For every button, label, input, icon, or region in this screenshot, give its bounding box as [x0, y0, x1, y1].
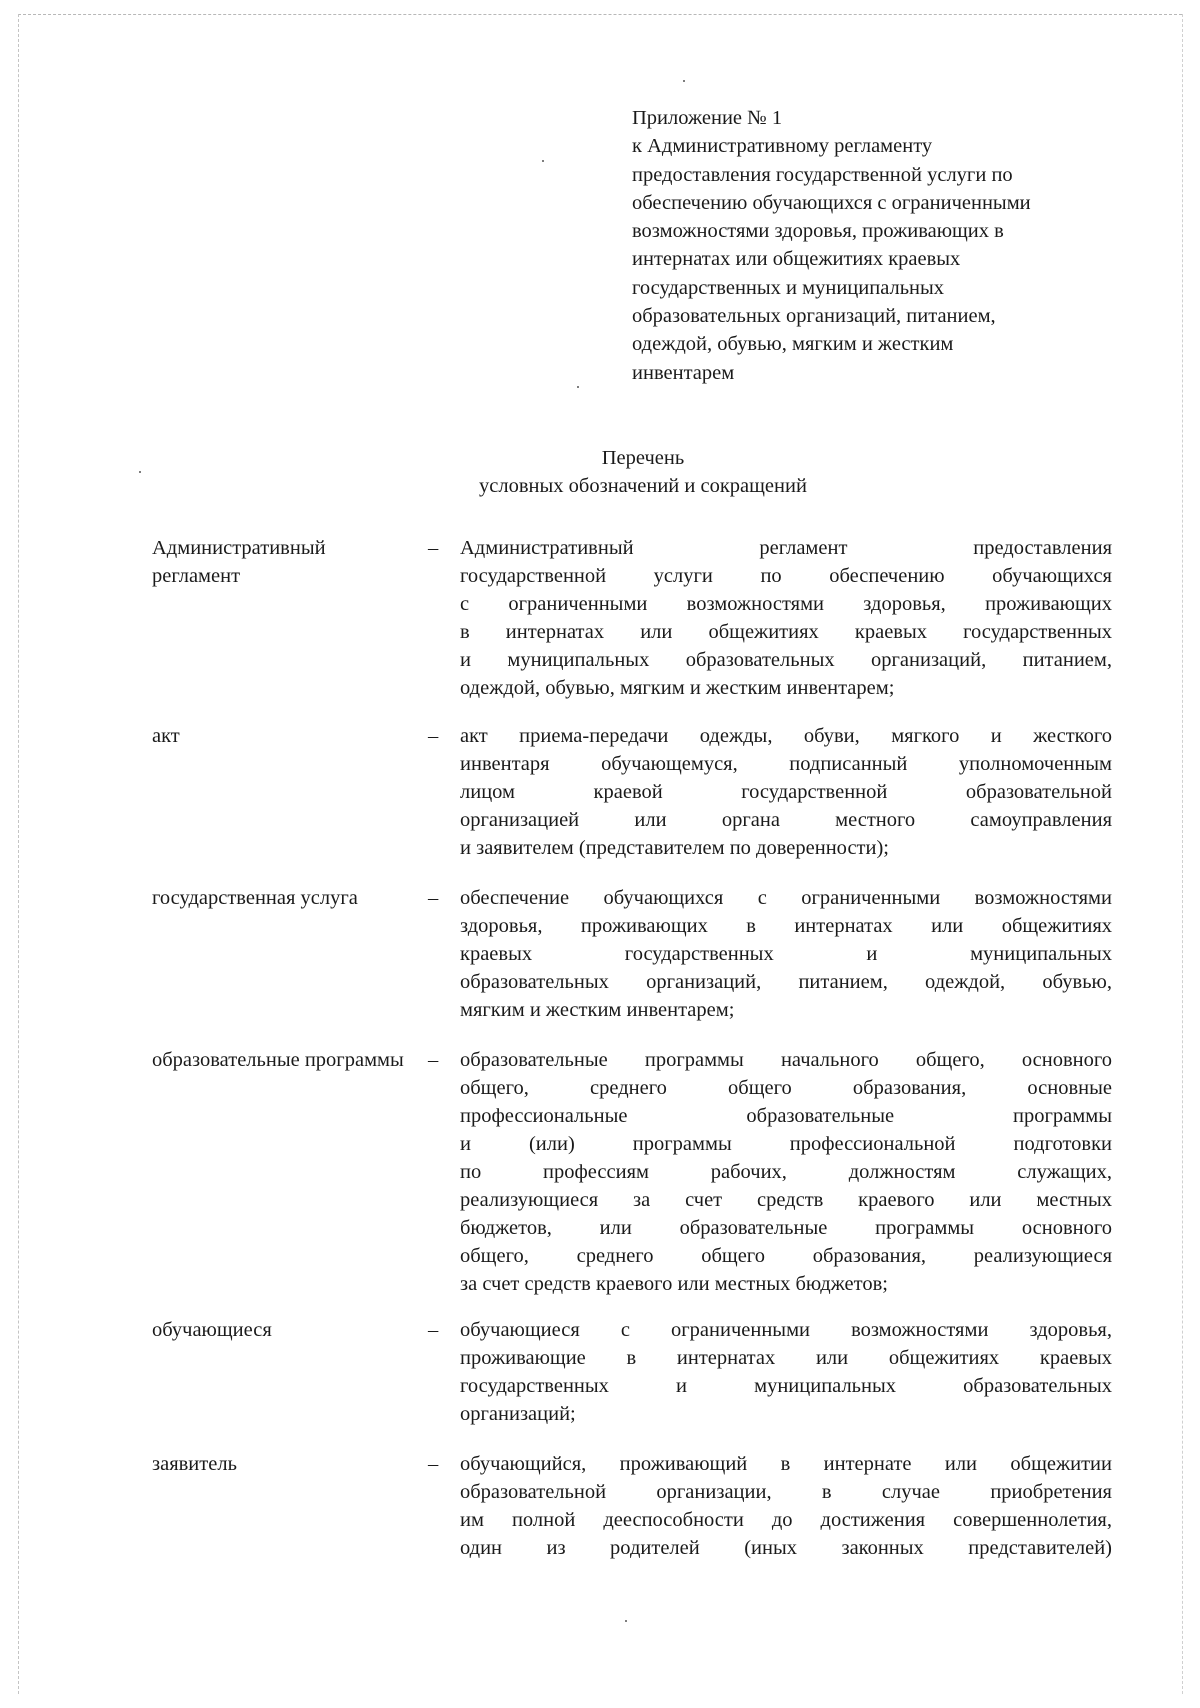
- title-line-1: Перечень: [601, 447, 685, 469]
- entry-term: государственная услуга: [152, 887, 358, 909]
- appendix-line: предоставления государственной услуги по: [632, 163, 1013, 186]
- definition-line: акт приема-передачи одежды, обуви, мягкого и жесткого: [460, 725, 1112, 747]
- definition-line: реализующиеся за счет средств краевого или местных: [460, 1189, 1112, 1211]
- entry-definition: [460, 1316, 1112, 1428]
- definition-line: в интернатах или общежитиях краевых государственных: [460, 621, 1112, 643]
- definition-line: обеспечение обучающихся с ограниченными возможностями: [460, 887, 1112, 909]
- appendix-line: инвентарем: [632, 361, 735, 384]
- definition-line: и муниципальных образовательных организаций, питанием,: [460, 649, 1112, 671]
- definition-line: инвентаря обучающемуся, подписанный уполномоченным: [460, 753, 1112, 775]
- entry-definition: [460, 884, 1112, 1024]
- definition-line: по профессиям рабочих, должностям служащих,: [460, 1161, 1112, 1183]
- definition-line: проживающие в интернатах или общежитиях краевых: [460, 1347, 1112, 1369]
- appendix-line: образовательных организаций, питанием,: [632, 305, 996, 328]
- definition-line: государственной услуги по обеспечению обучающихся: [460, 565, 1112, 587]
- definition-line: с ограниченными возможностями здоровья, проживающих: [460, 593, 1112, 615]
- entry-definition: [460, 722, 1112, 862]
- definition-line: общего, среднего общего образования, основные: [460, 1077, 1112, 1099]
- appendix-line: государственных и муниципальных: [632, 276, 945, 299]
- definition-line: и (или) программы профессиональной подготовки: [460, 1133, 1112, 1155]
- definition-line: образовательной организации, в случае приобретения: [460, 1481, 1112, 1503]
- definition-line: за счет средств краевого или местных бюджетов;: [460, 1273, 888, 1295]
- definition-line: образовательных организаций, питанием, одеждой, обувью,: [460, 971, 1112, 993]
- entry-dash: –: [428, 1453, 439, 1475]
- scan-speck: [683, 80, 685, 82]
- scan-border-top: [18, 14, 1182, 15]
- entry-term: заявитель: [152, 1453, 237, 1475]
- definition-line: здоровья, проживающих в интернатах или общежитиях: [460, 915, 1112, 937]
- scan-speck: [542, 160, 544, 162]
- scan-speck: [577, 386, 579, 388]
- entry-dash: –: [428, 1319, 439, 1341]
- definition-line: лицом краевой государственной образовательной: [460, 781, 1112, 803]
- entry-definition: [460, 1450, 1112, 1562]
- appendix-block: [632, 104, 1102, 387]
- page-title: [0, 444, 1200, 500]
- definition-line: бюджетов, или образовательные программы основного: [460, 1217, 1112, 1239]
- definition-line: им полной дееспособности до достижения совершеннолетия,: [460, 1509, 1112, 1531]
- definition-line: обучающиеся с ограниченными возможностями здоровья,: [460, 1319, 1112, 1341]
- definition-line: обучающийся, проживающий в интернате или общежитии: [460, 1453, 1112, 1475]
- definition-line: Административный регламент предоставления: [460, 537, 1112, 559]
- title-line-2: условных обозначений и сокращений: [479, 475, 807, 497]
- appendix-line: возможностями здоровья, проживающих в: [632, 220, 1004, 243]
- entry-dash: –: [428, 725, 439, 747]
- scan-border-right: [1182, 14, 1183, 1694]
- appendix-line: к Административному регламенту: [632, 135, 933, 158]
- appendix-line: одеждой, обувью, мягким и жестким: [632, 333, 954, 356]
- appendix-line: интернатах или общежитиях краевых: [632, 248, 961, 271]
- entry-dash: –: [428, 1049, 439, 1071]
- scan-border-left: [18, 14, 19, 1694]
- appendix-line: обеспечению обучающихся с ограниченными: [632, 191, 1031, 214]
- entry-term: обучающиеся: [152, 1319, 272, 1341]
- entry-dash: –: [428, 887, 439, 909]
- definition-line: профессиональные образовательные программы: [460, 1105, 1112, 1127]
- definition-line: мягким и жестким инвентарем;: [460, 999, 735, 1021]
- scan-speck: [625, 1620, 627, 1622]
- definition-line: и заявителем (представителем по доверенности);: [460, 837, 889, 859]
- entry-dash: –: [428, 537, 439, 559]
- definition-line: одеждой, обувью, мягким и жестким инвентарем;: [460, 677, 895, 699]
- definition-line: краевых государственных и муниципальных: [460, 943, 1112, 965]
- definition-line: организаций;: [460, 1403, 576, 1425]
- definition-line: государственных и муниципальных образовательных: [460, 1375, 1112, 1397]
- entry-definition: [460, 1046, 1112, 1298]
- definition-line: организацией или органа местного самоуправления: [460, 809, 1112, 831]
- entry-term: Административный регламент: [152, 537, 326, 587]
- appendix-line: Приложение № 1: [632, 107, 783, 129]
- entry-term: образовательные программы: [152, 1049, 404, 1071]
- definition-line: общего, среднего общего образования, реализующиеся: [460, 1245, 1112, 1267]
- entry-definition: [460, 534, 1112, 702]
- definition-line: один из родителей (иных законных представителей): [460, 1537, 1112, 1559]
- entry-term: акт: [152, 725, 180, 747]
- definition-line: образовательные программы начального общего, основного: [460, 1049, 1112, 1071]
